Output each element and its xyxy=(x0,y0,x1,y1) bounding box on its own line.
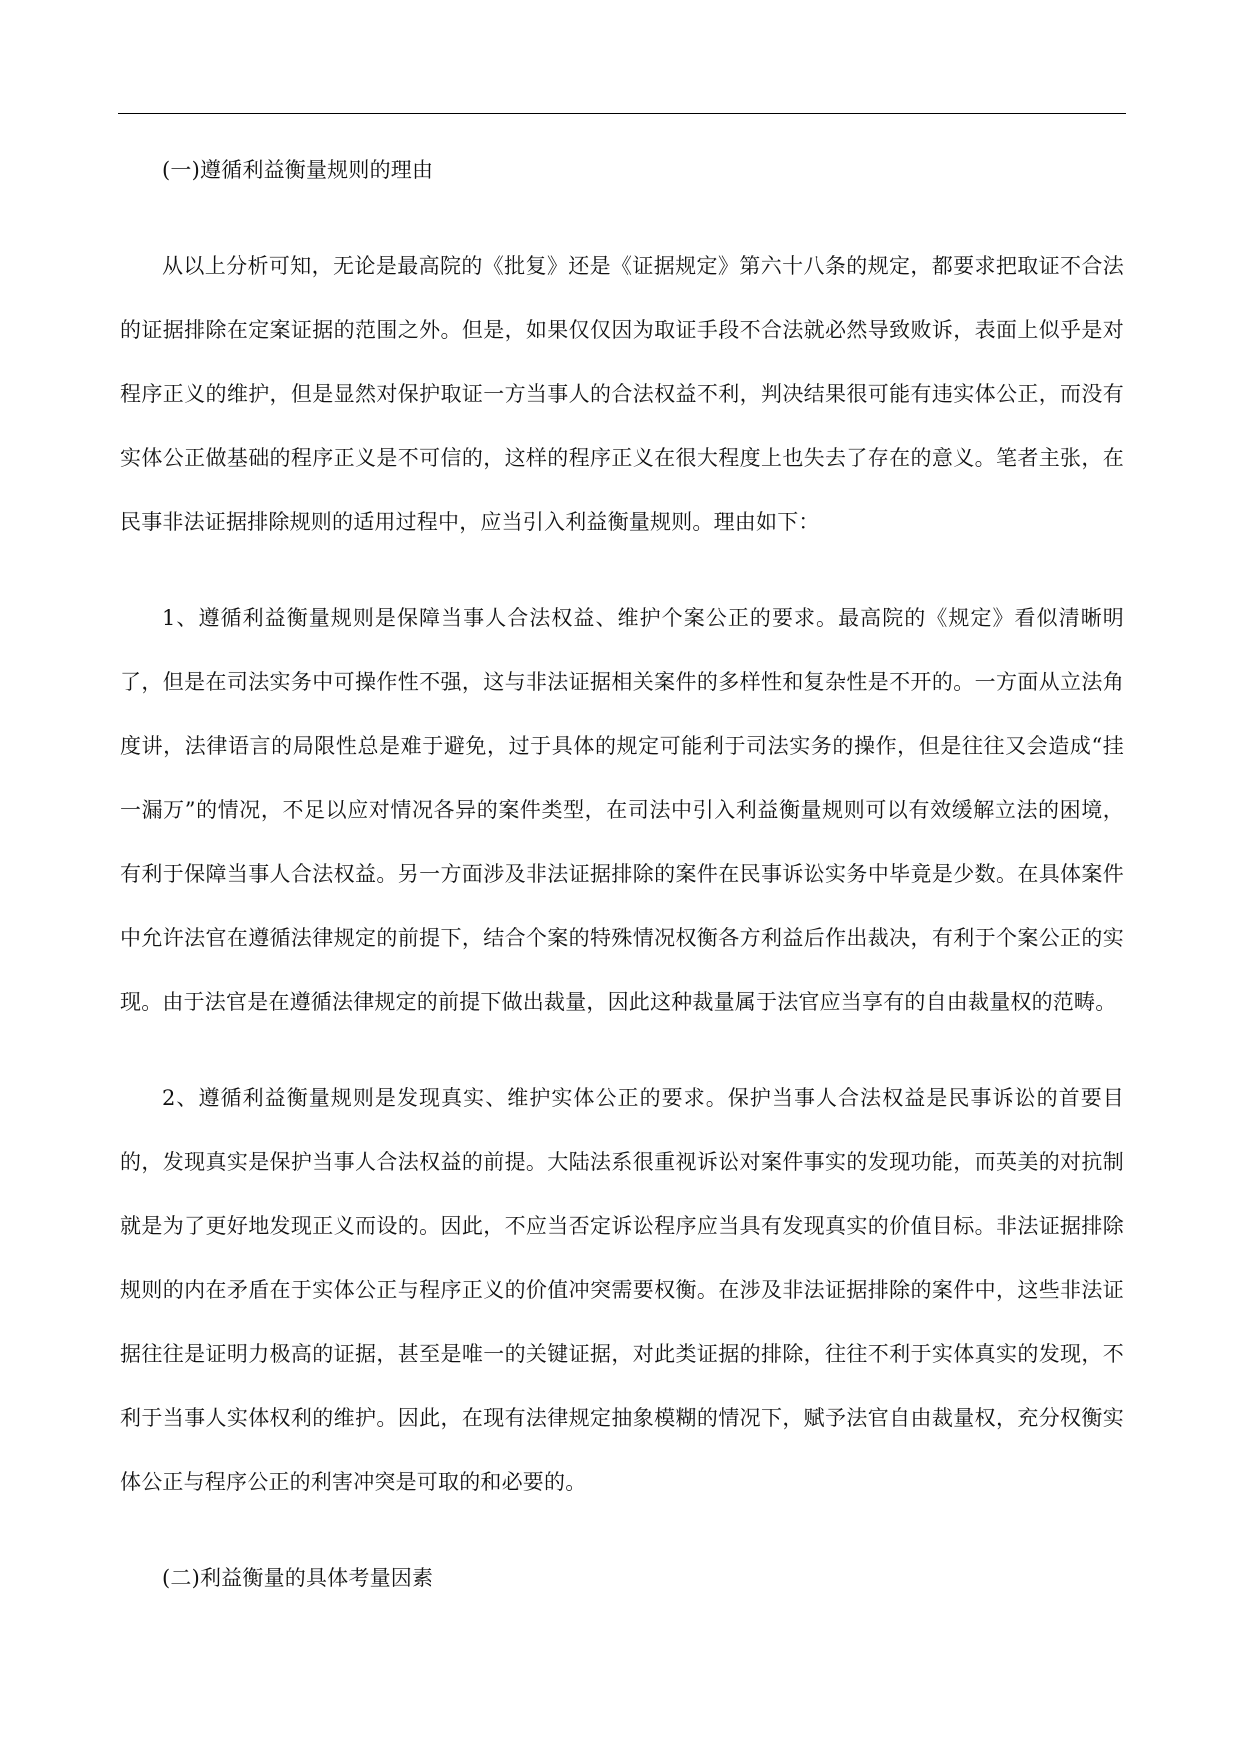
paragraph-2: 1、遵循利益衡量规则是保障当事人合法权益、维护个案公正的要求。最高院的《规定》看似清晰明了，但是在司法实务中可操作性不强，这与非法证据相关案件的多样性和复杂性是不开的。一方面从立法角度讲，法律语言的局限性总是难于避免，过于具体的规定可能利于司法实务的操作，但是往往又会造成“挂一漏万”的情况，不足以应对情况各异的案件类型，在司法中引入利益衡量规则可以有效缓解立法的困境，有利于保障当事人合法权益。另一方面涉及非法证据排除的案件在民事诉讼实务中毕竟是少数。在具体案件中允许法官在遵循法律规定的前提下，结合个案的特殊情况权衡各方利益后作出裁决，有利于个案公正的实现。由于法官是在遵循法律规定的前提下做出裁量，因此这种裁量属于法官应当享有的自由裁量权的范畴。 xyxy=(120,606,1124,1014)
paragraph-1: 从以上分析可知，无论是最高院的《批复》还是《证据规定》第六十八条的规定，都要求把取证不合法的证据排除在定案证据的范围之外。但是，如果仅仅因为取证手段不合法就必然导致败诉，表面上似乎是对程序正义的维护，但是显然对保护取证一方当事人的合法权益不利，判决结果很可能有违实体公正，而没有实体公正做基础的程序正义是不可信的，这样的程序正义在很大程度上也失去了存在的意义。笔者主张，在民事非法证据排除规则的适用过程中，应当引入利益衡量规则。理由如下： xyxy=(120,254,1124,534)
header-rule xyxy=(118,113,1126,114)
section-heading-2: (二)利益衡量的具体考量因素 xyxy=(162,1566,434,1590)
paragraph-3: 2、遵循利益衡量规则是发现真实、维护实体公正的要求。保护当事人合法权益是民事诉讼的首要目的，发现真实是保护当事人合法权益的前提。大陆法系很重视诉讼对案件事实的发现功能，而英美的对抗制就是为了更好地发现正义而设的。因此，不应当否定诉讼程序应当具有发现真实的价值目标。非法证据排除规则的内在矛盾在于实体公正与程序正义的价值冲突需要权衡。在涉及非法证据排除的案件中，这些非法证据往往是证明力极高的证据，甚至是唯一的关键证据，对此类证据的排除，往往不利于实体真实的发现，不利于当事人实体权利的维护。因此，在现有法律规定抽象模糊的情况下，赋予法官自由裁量权，充分权衡实体公正与程序公正的利害冲突是可取的和必要的。 xyxy=(120,1086,1124,1494)
section-heading-1: (一)遵循利益衡量规则的理由 xyxy=(162,158,434,182)
document-body xyxy=(120,138,1124,1642)
